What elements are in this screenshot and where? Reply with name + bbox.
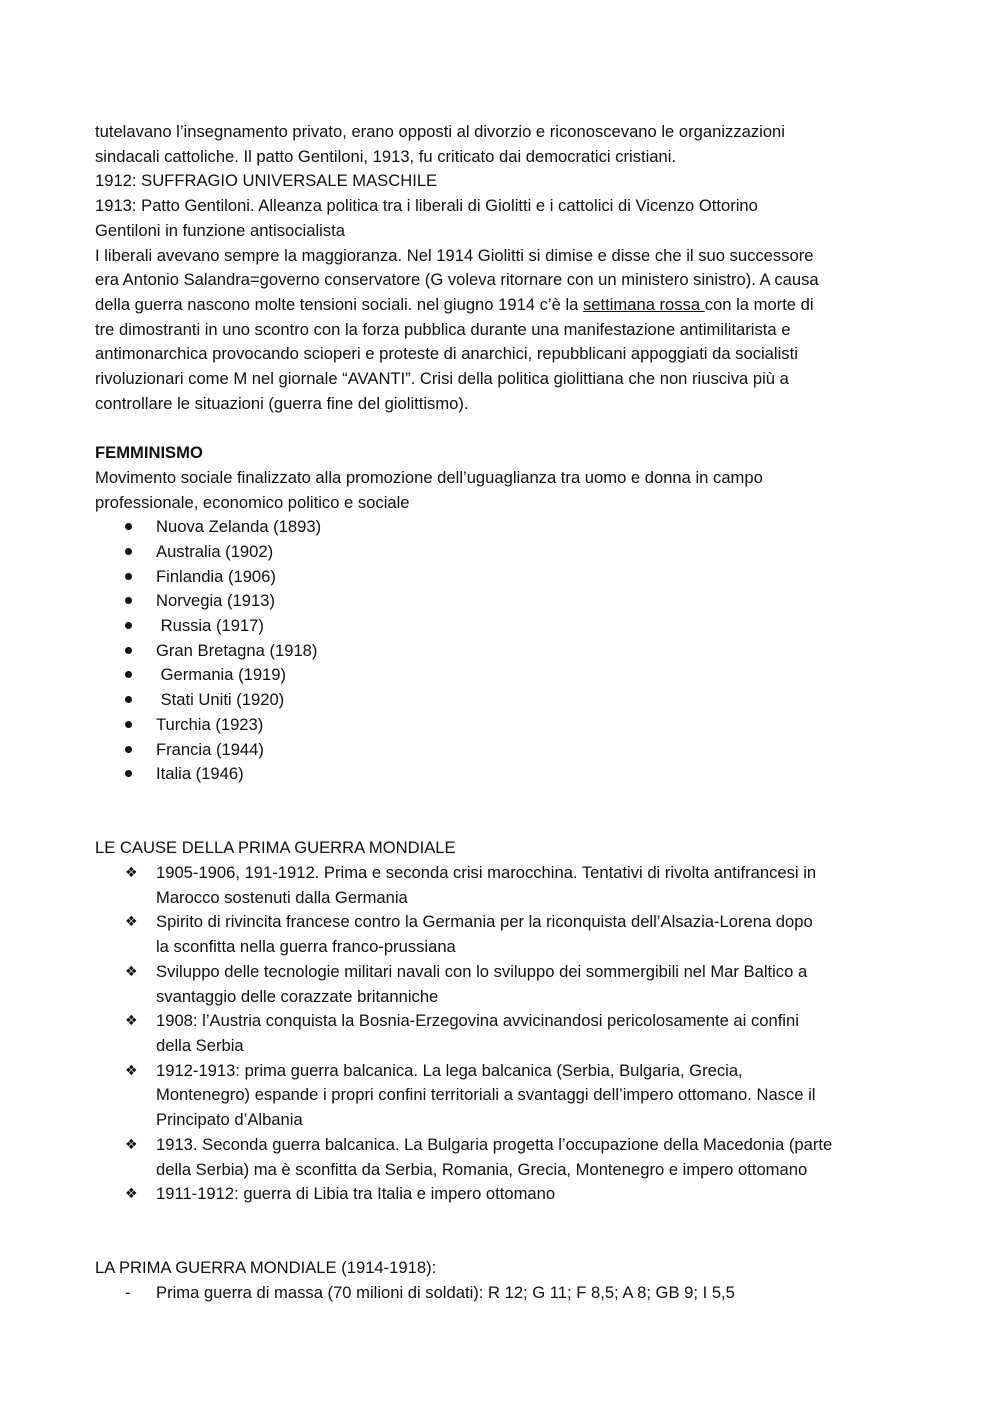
list-item-text: Italia (1946) bbox=[156, 764, 244, 784]
diamond-bullet-icon: ❖ bbox=[125, 1061, 138, 1078]
dash-bullet-icon: - bbox=[125, 1283, 131, 1302]
list-item-line: della Serbia bbox=[156, 1035, 244, 1055]
diamond-bullet-icon: ❖ bbox=[125, 864, 138, 881]
list-item-text: Prima guerra di massa (70 milioni di soldati): R 12; G 11; F 8,5; A 8; GB 9; I 5,5 bbox=[156, 1283, 735, 1302]
text-line: antimonarchica provocando scioperi e proteste di anarchici, repubblicani appoggiati da socialisti bbox=[95, 344, 798, 364]
list-item-line: 1913. Seconda guerra balcanica. La Bulgaria progetta l’occupazione della Macedonia (parte bbox=[156, 1134, 833, 1154]
settimana-rossa-underlined-text: settimana rossa bbox=[582, 294, 705, 314]
bullet-icon bbox=[125, 515, 145, 540]
section-heading-cause: LE CAUSE DELLA PRIMA GUERRA MONDIALE bbox=[95, 838, 456, 858]
text-line: 1913: Patto Gentiloni. Alleanza politica tra i liberali di Giolitti e i cattolici di Vicenzo Ottorino bbox=[95, 196, 758, 216]
list-item bbox=[95, 1059, 910, 1133]
list-item-line: Sviluppo delle tecnologie militari navali con lo sviluppo dei sommergibili nel Mar Baltico a bbox=[156, 961, 808, 981]
bullet-icon bbox=[125, 762, 145, 787]
bullet-icon bbox=[125, 614, 145, 639]
list-item-line: Principato d’Albania bbox=[156, 1110, 303, 1130]
text-line: Movimento sociale finalizzato alla promozione dell’uguaglianza tra uomo e donna in campo bbox=[95, 467, 763, 487]
list-item bbox=[95, 910, 910, 959]
list-item bbox=[95, 589, 910, 614]
list-item-text: Gran Bretagna (1918) bbox=[156, 640, 318, 660]
list-item bbox=[95, 540, 910, 565]
list-item bbox=[95, 688, 910, 713]
bullet-icon bbox=[125, 639, 145, 664]
list-item-text: Nuova Zelanda (1893) bbox=[156, 517, 322, 537]
blank-line bbox=[95, 787, 910, 836]
text-line: era Antonio Salandra=governo conservatore (G voleva ritornare con un ministero sinistro). A causa bbox=[95, 270, 819, 290]
list-item-line: Spirito di rivincita francese contro la Germania per la riconquista dell’Alsazia-Lorena dopo bbox=[156, 912, 813, 932]
diamond-bullet-icon: ❖ bbox=[125, 1012, 138, 1029]
bullet-icon bbox=[125, 589, 145, 614]
list-item-text: Norvegia (1913) bbox=[156, 591, 275, 611]
text-line: 1912: SUFFRAGIO UNIVERSALE MASCHILE bbox=[95, 171, 438, 191]
list-item-line: 1911-1912: guerra di Libia tra Italia e impero ottomano bbox=[156, 1184, 556, 1204]
text-line: tre dimostranti in uno scontro con la forza pubblica durante una manifestazione antimilitarista e bbox=[95, 319, 791, 339]
guerra-list bbox=[95, 1281, 910, 1306]
diamond-bullet-icon: ❖ bbox=[125, 962, 138, 979]
list-item-line: 1905-1906, 191-1912. Prima e seconda crisi marocchina. Tentativi di rivolta antifrancesi in bbox=[156, 863, 817, 883]
text-line: sindacali cattoliche. Il patto Gentiloni, 1913, fu criticato dai democratici cristiani. bbox=[95, 146, 677, 166]
list-item bbox=[95, 663, 910, 688]
blank-line bbox=[95, 1207, 910, 1256]
list-item bbox=[95, 1182, 910, 1207]
list-item bbox=[95, 614, 910, 639]
bullet-icon bbox=[125, 738, 145, 763]
section-heading-femminismo: FEMMINISMO bbox=[95, 443, 203, 463]
text-line-with-link bbox=[95, 293, 910, 318]
bullet-icon bbox=[125, 663, 145, 688]
list-item bbox=[95, 762, 910, 787]
text-line: rivoluzionari come M nel giornale “AVANTI”. Crisi della politica giolittiana che non riusciva più a bbox=[95, 369, 789, 389]
cause-list bbox=[95, 861, 910, 1207]
section-heading-guerra: LA PRIMA GUERRA MONDIALE (1914-1918): bbox=[95, 1258, 437, 1278]
diamond-bullet-icon: ❖ bbox=[125, 1185, 138, 1202]
text-segment: con la morte di bbox=[704, 294, 814, 314]
femminismo-section bbox=[95, 441, 910, 787]
list-item-text: Australia (1902) bbox=[156, 541, 274, 561]
list-item-line: Marocco sostenuti dalla Germania bbox=[156, 887, 408, 907]
document-page bbox=[95, 120, 910, 1306]
list-item-text: Francia (1944) bbox=[156, 739, 264, 759]
diamond-bullet-icon: ❖ bbox=[125, 1135, 138, 1152]
text-line: Gentiloni in funzione antisocialista bbox=[95, 220, 345, 240]
suffrage-country-list bbox=[95, 515, 910, 787]
text-line: tutelavano l’insegnamento privato, erano opposti al divorzio e riconoscevano le organizzazioni bbox=[95, 122, 785, 141]
list-item-line: 1912-1913: prima guerra balcanica. La lega balcanica (Serbia, Bulgaria, Grecia, bbox=[156, 1060, 743, 1080]
bullet-icon bbox=[125, 540, 145, 565]
blank-line bbox=[95, 416, 910, 441]
bullet-icon bbox=[125, 565, 145, 590]
list-item bbox=[95, 861, 910, 910]
list-item-line: della Serbia) ma è sconfitta da Serbia, Romania, Grecia, Montenegro e impero ottomano bbox=[156, 1159, 808, 1179]
intro-section bbox=[95, 120, 910, 416]
list-item-text: Turchia (1923) bbox=[156, 714, 264, 734]
list-item-line: la sconfitta nella guerra franco-prussiana bbox=[156, 937, 456, 957]
guerra-section bbox=[95, 1256, 910, 1305]
list-item-line: 1908: l’Austria conquista la Bosnia-Erzegovina avvicinandosi pericolosamente ai confini bbox=[156, 1011, 799, 1031]
list-item-line: Montenegro) espande i propri confini territoriali a svantaggi dell’impero ottomano. Nasce il bbox=[156, 1085, 816, 1105]
list-item-text: Russia (1917) bbox=[156, 616, 264, 636]
list-item-line: svantaggio delle corazzate britanniche bbox=[156, 986, 439, 1006]
text-line: I liberali avevano sempre la maggioranza. Nel 1914 Giolitti si dimise e disse che il suo successore bbox=[95, 245, 814, 265]
diamond-bullet-icon: ❖ bbox=[125, 913, 138, 930]
list-item bbox=[95, 639, 910, 664]
list-item-text: Germania (1919) bbox=[156, 665, 287, 685]
list-item-text: Finlandia (1906) bbox=[156, 566, 276, 586]
text-line: professionale, economico politico e sociale bbox=[95, 492, 410, 512]
list-item bbox=[95, 515, 910, 540]
list-item bbox=[95, 738, 910, 763]
bullet-icon bbox=[125, 713, 145, 738]
list-item bbox=[95, 960, 910, 1009]
text-segment: della guerra nascono molte tensioni sociali. nel giugno 1914 c’è la bbox=[95, 294, 583, 314]
cause-section bbox=[95, 836, 910, 1207]
list-item bbox=[95, 1281, 910, 1306]
list-item-text: Stati Uniti (1920) bbox=[156, 690, 285, 710]
list-item bbox=[95, 713, 910, 738]
text-line: controllare le situazioni (guerra fine del giolittismo). bbox=[95, 393, 469, 413]
bullet-icon bbox=[125, 688, 145, 713]
list-item bbox=[95, 565, 910, 590]
list-item bbox=[95, 1009, 910, 1058]
list-item bbox=[95, 1133, 910, 1182]
